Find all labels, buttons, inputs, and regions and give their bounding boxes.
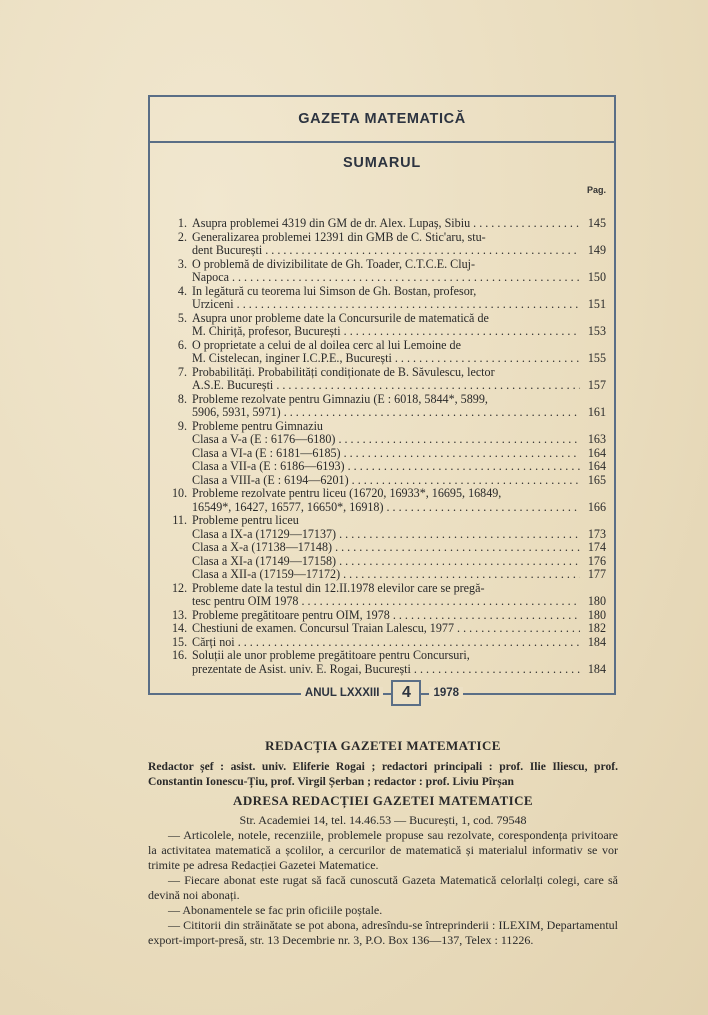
- contents-entry: [172, 568, 606, 582]
- entry-text: Clasa a VII-a (E : 6186—6193) . . .: [192, 460, 580, 474]
- entry-page: [580, 258, 606, 272]
- entry-number: [172, 555, 192, 569]
- entry-page: [580, 582, 606, 596]
- entry-text: Clasa a VI-a (E : 6181—6185) . . .: [192, 447, 580, 461]
- entry-number: [172, 379, 192, 393]
- entry-page: 155: [587, 351, 606, 365]
- contents-entry: [172, 339, 606, 366]
- entry-text: Asupra unor probleme date la Concursurile de matematică de: [192, 311, 489, 325]
- entry-page: 184: [587, 661, 606, 676]
- entry-number: 9.: [177, 418, 187, 433]
- entry-page: [580, 339, 606, 353]
- entry-number: 4.: [177, 283, 187, 298]
- entry-page: 177: [587, 567, 606, 581]
- entry-text: M. Chiriță, profesor, București . . .: [192, 325, 580, 339]
- entry-page: 157: [587, 378, 606, 392]
- contents-entry: [172, 420, 606, 434]
- contents-entry: [172, 487, 606, 514]
- contents-heading: SUMARUL: [342, 155, 422, 171]
- entry-number: 5.: [177, 310, 187, 325]
- entry-page: [580, 312, 606, 326]
- editorial-heading: REDACȚIA GAZETEI MATEMATICE: [265, 738, 501, 753]
- entry-text: Soluții ale unor probleme pregătitoare pentru Concursuri,: [192, 649, 470, 662]
- entry-page: 149: [587, 243, 606, 257]
- entry-page: [580, 393, 606, 407]
- issue-bar: [150, 682, 614, 704]
- entry-text: Asupra problemei 4319 din GM de dr. Alex. Lupaș, Sibiu . . .: [192, 217, 580, 231]
- note-2: — Fiecare abonat este rugat să facă cunoscută Gazeta Matematică celorlalți colegi, care să devină noi abonați.: [148, 873, 618, 902]
- entry-text: Probleme rezolvate pentru liceu (16720, 16933*, 16695, 16849,: [192, 487, 502, 500]
- entry-page: 161: [587, 405, 606, 419]
- entry-page: 180: [587, 594, 606, 608]
- entry-text: Urziceni . . .: [192, 298, 580, 312]
- entry-number: [172, 474, 192, 488]
- entry-number: [172, 663, 192, 677]
- entry-text: Probabilități. Probabilități condiționate de B. Săvulescu, lector: [192, 365, 495, 379]
- entry-number: 1.: [177, 216, 187, 230]
- entry-number: [172, 568, 192, 582]
- address-line: Str. Academiei 14, tel. 14.46.53 — București, 1, cod. 79548: [239, 813, 527, 827]
- entry-text: O problemă de divizibilitate de Gh. Toader, C.T.C.E. Cluj-: [192, 257, 476, 271]
- entry-page: 153: [587, 324, 606, 338]
- entry-text: Napoca . . .: [192, 271, 580, 285]
- entry-number: [172, 460, 192, 474]
- entry-text: Probleme date la testul din 12.II.1978 elevilor care se pregă-: [192, 581, 485, 595]
- note-1: — Articolele, notele, recenziile, problemele propuse sau rezolvate, corespondența privitoare la activitatea matematică a școlilor, a cercurilor de matematică și materialul informativ se vor trimite pe adresa Redacției Gazetei Matematice.: [148, 828, 618, 872]
- contents-entry: [172, 312, 606, 339]
- entry-text: Cărți noi . . .: [192, 636, 580, 650]
- entry-page: 150: [587, 270, 606, 284]
- entry-number: [172, 325, 192, 339]
- entry-text: tesc pentru OIM 1978 . . .: [192, 595, 580, 609]
- entry-page: 174: [587, 540, 606, 554]
- entry-number: [172, 501, 192, 515]
- contents-entry: [172, 636, 606, 650]
- entry-text: 16549*, 16427, 16577, 16650*, 16918) . . .: [192, 501, 580, 515]
- entry-number: [172, 528, 192, 542]
- contents-entry: [172, 555, 606, 569]
- entry-number: 16.: [172, 648, 188, 662]
- entry-text: Clasa a XII-a (17159—17172) . . .: [192, 568, 580, 582]
- entry-number: [172, 352, 192, 366]
- table-of-contents-frame: [148, 95, 616, 701]
- editorial-section: [148, 738, 618, 948]
- entry-number: 6.: [177, 337, 187, 352]
- entry-text: Clasa a V-a (E : 6176—6180) . . .: [192, 433, 580, 447]
- entry-number: 7.: [177, 364, 187, 379]
- note-3: — Abonamentele se fac prin oficiile poștale.: [168, 903, 383, 917]
- entry-page: 176: [587, 553, 606, 568]
- entry-text: Probleme pentru Gimnaziu: [192, 419, 323, 433]
- contents-entry: [172, 285, 606, 312]
- year-label: ANUL LXXXIII: [301, 687, 384, 699]
- contents-entry: [172, 474, 606, 488]
- contents-entry: [172, 447, 606, 461]
- contents-entry: [172, 393, 606, 420]
- page-column-label: Pag.: [586, 185, 606, 195]
- entry-text: Probleme rezolvate pentru Gimnaziu (E : 6018, 5844*, 5899,: [192, 392, 488, 406]
- entry-number: 12.: [172, 580, 188, 595]
- entry-page: [580, 649, 606, 663]
- entry-text: Clasa a X-a (17138—17148) . . .: [192, 541, 580, 555]
- entry-text: Probleme pregătitoare pentru OIM, 1978 . . .: [192, 609, 580, 623]
- entry-page: [580, 285, 606, 299]
- entry-number: [172, 271, 192, 285]
- entry-text: O proprietate a celui de al doilea cerc al lui Lemoine de: [192, 338, 461, 352]
- entry-number: 3.: [177, 256, 187, 271]
- entry-page: 151: [587, 297, 606, 311]
- contents-entry: [172, 582, 606, 609]
- entry-number: [172, 595, 192, 609]
- contents-entry: [172, 649, 606, 676]
- contents-entry: [172, 609, 606, 623]
- entry-page: 180: [587, 607, 606, 622]
- contents-entry: [172, 541, 606, 555]
- contents-entry: [172, 528, 606, 542]
- entry-page: 184: [587, 634, 606, 649]
- entry-page: 163: [587, 432, 606, 446]
- entry-number: [172, 433, 192, 447]
- entry-page: [580, 487, 606, 501]
- entry-number: 8.: [177, 391, 187, 406]
- contents-entry: [172, 366, 606, 393]
- note-4: — Cititorii din străinătate se pot abona, adresîndu-se întreprinderii : ILEXIM, Departamentul export-import-presă, str. 13 Decembrie nr. 3, P.O. Box 136—137, Telex : 11226.: [148, 918, 618, 947]
- entry-number: 11.: [172, 513, 187, 527]
- entry-page: [580, 514, 606, 528]
- entry-text: Clasa a VIII-a (E : 6194—6201) . . .: [192, 474, 580, 488]
- entry-number: 10.: [172, 486, 188, 500]
- entry-text: Probleme pentru liceu: [192, 514, 299, 527]
- magazine-title: GAZETA MATEMATICĂ: [150, 97, 614, 143]
- entry-number: [172, 447, 192, 461]
- contents-entry: [172, 514, 606, 528]
- entry-number: 14.: [172, 621, 188, 635]
- entry-text: prezentate de Asist. univ. E. Rogai, București . . .: [192, 663, 580, 677]
- contents-entry: [172, 433, 606, 447]
- entry-page: 165: [587, 472, 606, 487]
- entry-page: [580, 420, 606, 434]
- entry-page: [580, 231, 606, 245]
- entry-page: [580, 366, 606, 380]
- entry-number: [172, 541, 192, 555]
- entry-page: 173: [587, 526, 606, 541]
- entry-text: Generalizarea problemei 12391 din GMB de C. Stic'aru, stu-: [192, 230, 486, 244]
- entry-number: 13.: [172, 607, 188, 622]
- entry-text: Clasa a XI-a (17149—17158) . . .: [192, 555, 580, 569]
- entry-text: Chestiuni de examen. Concursul Traian Lalescu, 1977 . . .: [192, 622, 580, 636]
- contents-entry: [172, 460, 606, 474]
- entry-page: 166: [587, 499, 606, 514]
- entry-page: 164: [587, 459, 606, 473]
- entry-text: 5906, 5931, 5971) . . .: [192, 406, 580, 420]
- entry-number: [172, 244, 192, 258]
- contents-entry: [172, 231, 606, 258]
- entry-page: 145: [587, 216, 606, 230]
- entry-text: Clasa a IX-a (17129—17137) . . .: [192, 528, 580, 542]
- contents-entry: [172, 217, 606, 231]
- contents-list: [172, 217, 606, 676]
- entry-text: In legătură cu teorema lui Simson de Gh. Bostan, profesor,: [192, 284, 477, 298]
- entry-text: A.S.E. București . . .: [192, 379, 580, 393]
- entry-text: M. Cistelecan, inginer I.C.P.E., București . . .: [192, 352, 580, 366]
- issue-number: 4: [391, 680, 421, 706]
- entry-page: 164: [587, 445, 606, 460]
- address-heading: ADRESA REDACȚIEI GAZETEI MATEMATICE: [233, 793, 533, 808]
- entry-number: 2.: [177, 229, 187, 244]
- entry-text: dent București . . .: [192, 244, 580, 258]
- entry-number: [172, 298, 192, 312]
- contents-entry: [172, 622, 606, 636]
- entry-number: 15.: [172, 634, 188, 649]
- editorial-staff: Redactor șef : asist. univ. Eliferie Rogai ; redactori principali : prof. Ilie Iliescu, prof. Constantin Ionescu-Țiu, prof. Virgil Șerban ; redactor : prof. Liviu Pîrșan: [148, 760, 618, 788]
- entry-page: 182: [587, 621, 606, 635]
- entry-number: [172, 406, 192, 420]
- issue-year: 1978: [429, 687, 463, 699]
- contents-entry: [172, 258, 606, 285]
